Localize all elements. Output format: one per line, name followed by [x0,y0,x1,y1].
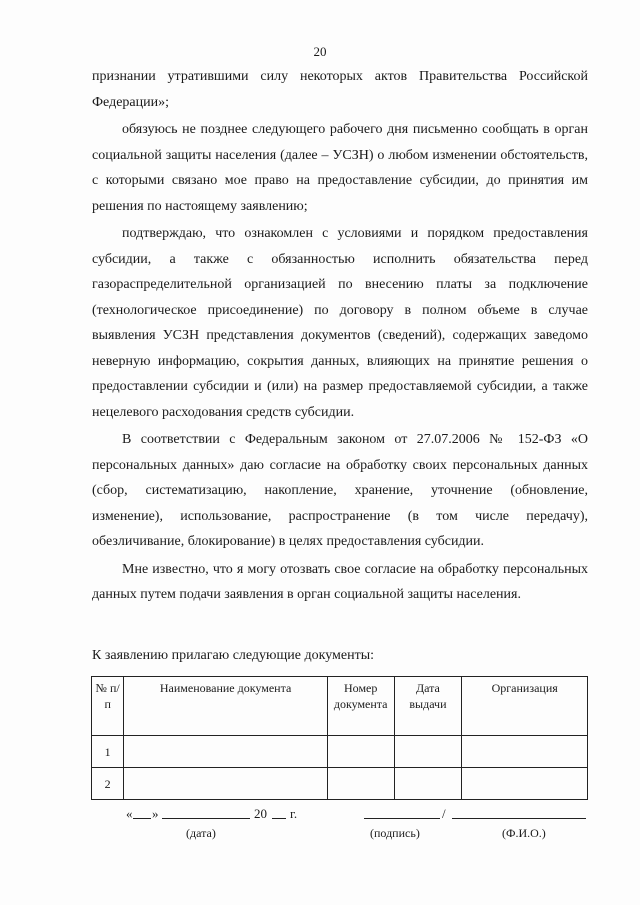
paragraph: признании утратившими силу некоторых актов Правительства Российской Федерации»; [92,69,588,110]
organization-cell[interactable] [462,736,588,768]
paragraph: обязуюсь не позднее следующего рабочего дня письменно сообщать в орган социальной защиты населения (далее – УСЗН) о любом изменении обстоятельств, с которыми связано мое право на предоставление субсидии, до принятия им решения по настоящему заявлению; [92,122,588,214]
date-year-field[interactable] [272,806,286,823]
date-year-prefix: 20 [254,806,267,821]
date-month-field[interactable] [162,806,250,823]
row-number: 2 [92,768,124,800]
table-header-row [92,677,588,736]
paragraph: В соответствии с Федеральным законом от 27.07.2006 № 152-ФЗ «О персональных данных» даю согласие на обработку своих персональных данных (сбор, систематизацию, накопление, хранение, уточнение (обновление, изменение), использование, распространение (в том числе передачу), обезличивание, блокирование) в целях предоставления субсидии. [92,432,588,549]
document-body [92,64,588,608]
issue-date-cell[interactable] [394,768,462,800]
signature-caption: (подпись) [370,826,420,840]
page-number: 20 [313,44,327,59]
attachments-label: К заявлению прилагаю следующие документы: [92,648,375,663]
attachments-table [91,676,588,800]
table-row [92,736,588,768]
document-number-cell[interactable] [327,736,394,768]
date-day-close: » [152,806,159,821]
full-name-field[interactable] [452,806,586,823]
date-year-suffix: г. [290,806,298,821]
signature-field[interactable] [364,806,440,823]
paragraph: Мне известно, что я могу отозвать свое согласие на обработку персональных данных путем подачи заявления в орган социальной защиты населения. [92,561,588,602]
header-issue-date: Дата выдачи [394,677,462,736]
document-number-cell[interactable] [327,768,394,800]
document-name-cell[interactable] [124,736,328,768]
header-document-name: Наименование документа [124,677,328,736]
signature-separator: / [442,806,446,821]
table-row [92,768,588,800]
issue-date-cell[interactable] [394,736,462,768]
date-day-field[interactable] [133,806,151,823]
header-document-number: Номер документа [327,677,394,736]
row-number: 1 [92,736,124,768]
document-name-cell[interactable] [124,768,328,800]
organization-cell[interactable] [462,768,588,800]
full-name-caption: (Ф.И.О.) [502,826,546,840]
date-day-open: « [126,806,133,821]
header-number: № п/п [92,677,124,736]
header-organization: Организация [462,677,588,736]
date-caption: (дата) [186,826,216,840]
paragraph: подтверждаю, что ознакомлен с условиями и порядком предоставления субсидии, а также с обязанностью исполнить обязательства перед газораспределительной организацией по внесению платы за подключение (технологическое присоединение) по договору в полном объеме в случае выявления УСЗН представления документов (сведений), содержащих заведомо неверную информацию, сокрытия данных, влияющих на принятие решения о предоставлении субсидии и (или) на размер предоставляемой субсидии, а также нецелевого расходования средств субсидии. [92,226,588,420]
